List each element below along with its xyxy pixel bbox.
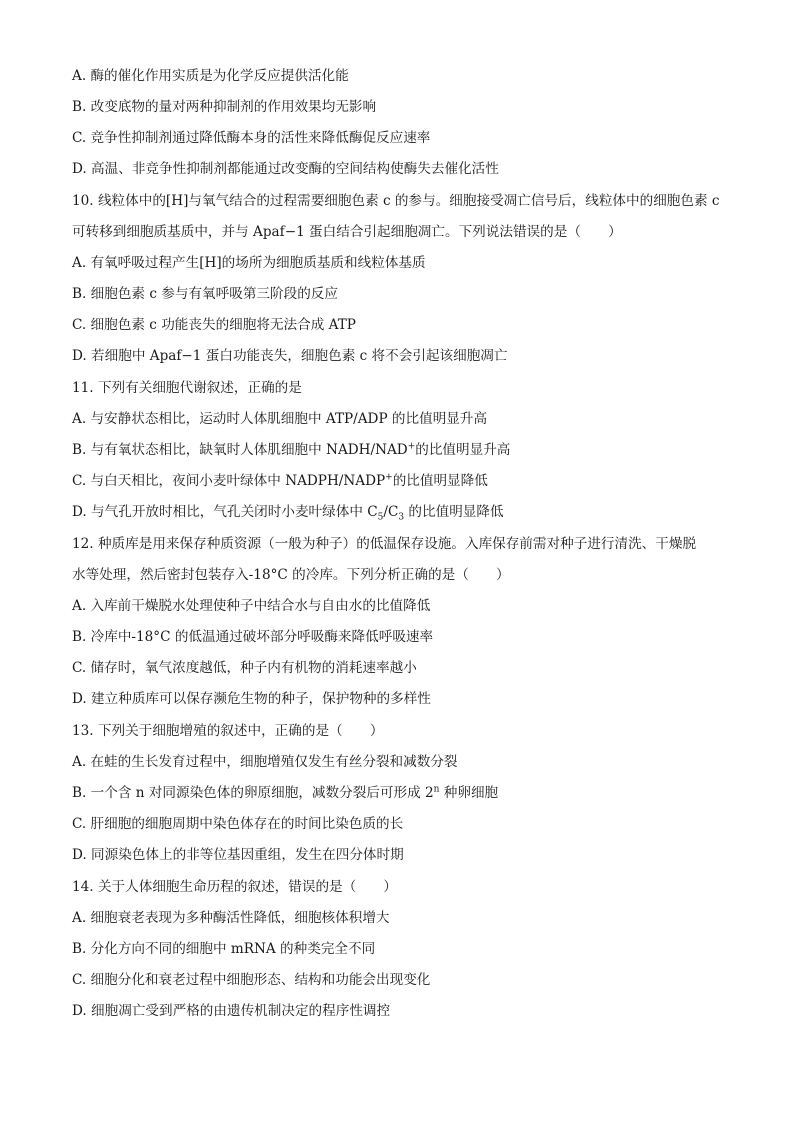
option-10c: C. 细胞色素 c 功能丧失的细胞将无法合成 ATP (72, 317, 356, 333)
option-10b: B. 细胞色素 c 参与有氧呼吸第三阶段的反应 (72, 286, 338, 302)
option-12b: B. 冷库中-18°C 的低温通过破坏部分呼吸酶来降低呼吸速率 (72, 629, 434, 645)
option-9c: C. 竞争性抑制剂通过降低酶本身的活性来降低酶促反应速率 (72, 130, 431, 146)
question-14-stem: 14. 关于人体细胞生命历程的叙述，错误的是（ ） (72, 879, 398, 895)
option-14a: A. 细胞衰老表现为多种酶活性降低，细胞核体积增大 (72, 910, 390, 926)
option-9d: D. 高温、非竞争性抑制剂都能通过改变酶的空间结构使酶失去催化活性 (72, 161, 499, 177)
option-14d: D. 细胞凋亡受到严格的由遗传机制决定的程序性调控 (72, 1003, 391, 1019)
option-10a: A. 有氧呼吸过程产生[H]的场所为细胞质基质和线粒体基质 (72, 255, 426, 271)
option-14b: B. 分化方向不同的细胞中 mRNA 的种类完全不同 (72, 941, 376, 957)
option-13b: B. 一个含 n 对同源染色体的卵原细胞，减数分裂后可形成 2$^n$ 种卵细胞 (72, 784, 499, 801)
option-11c: C. 与白天相比，夜间小麦叶绿体中 NADPH/NADP+的比值明显降低 (72, 472, 488, 489)
option-12d: D. 建立种质库可以保存濒危生物的种子，保护物种的多样性 (72, 691, 431, 707)
option-11a: A. 与安静状态相比，运动时人体肌细胞中 ATP/ADP 的比值明显升高 (72, 411, 488, 427)
option-10d: D. 若细胞中 Apaf−1 蛋白功能丧失，细胞色素 c 将不会引起该细胞凋亡 (72, 348, 508, 364)
question-12-stem-line1: 12. 种质库是用来保存种质资源（一般为种子）的低温保存设施。入库保存前需对种子进行清洗、干燥脱 (72, 536, 697, 552)
question-10-stem-line2: 可转移到细胞质基质中，并与 Apaf−1 蛋白结合引起细胞凋亡。下列说法错误的是（ ） (72, 224, 622, 240)
question-12-stem-line2: 水等处理，然后密封包装存入-18°C 的冷库。下列分析正确的是（ ） (72, 567, 510, 583)
option-11d: D. 与气孔开放时相比，气孔关闭时小麦叶绿体中 $C_5/C_3$ 的比值明显降低 (72, 504, 504, 523)
option-14c: C. 细胞分化和衰老过程中细胞形态、结构和功能会出现变化 (72, 972, 431, 988)
option-11b: B. 与有氧状态相比，缺氧时人体肌细胞中 NADH/NAD+的比值明显升高 (72, 441, 511, 458)
option-13c: C. 肝细胞的细胞周期中染色体存在的时间比染色质的长 (72, 816, 404, 832)
option-12a: A. 入库前干燥脱水处理使种子中结合水与自由水的比值降低 (72, 598, 431, 614)
option-13a: A. 在蛙的生长发育过程中，细胞增殖仅发生有丝分裂和减数分裂 (72, 754, 458, 770)
question-11-stem: 11. 下列有关细胞代谢叙述，正确的是 (72, 380, 302, 396)
option-12c: C. 储存时，氧气浓度越低，种子内有机物的消耗速率越小 (72, 660, 417, 676)
option-9b: B. 改变底物的量对两种抑制剂的作用效果均无影响 (72, 99, 377, 115)
question-13-stem: 13. 下列关于细胞增殖的叙述中，正确的是（ ） (72, 723, 384, 739)
option-13d: D. 同源染色体上的非等位基因重组，发生在四分体时期 (72, 847, 404, 863)
question-10-stem-line1: 10. 线粒体中的[H]与氧气结合的过程需要细胞色素 c 的参与。细胞接受凋亡信号后，线粒体中的细胞色素 c (72, 193, 720, 209)
option-9a: A. 酶的催化作用实质是为化学反应提供活化能 (72, 68, 349, 84)
